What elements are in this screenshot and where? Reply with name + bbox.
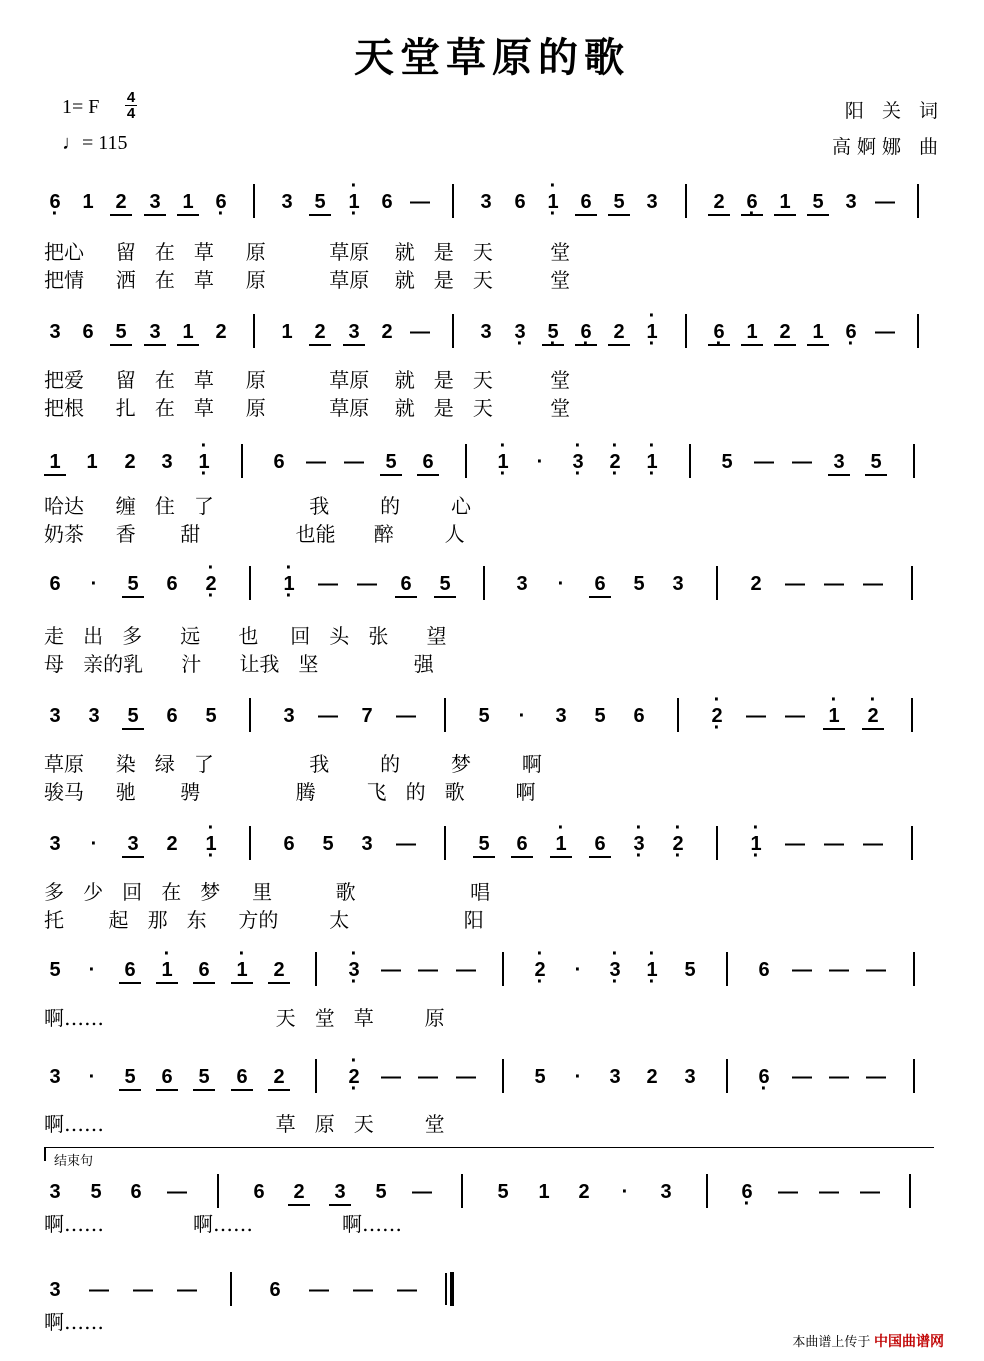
dash-extension: — (396, 833, 416, 855)
note: 6 · (736, 1180, 758, 1204)
dash-extension: — (344, 451, 364, 473)
barline (706, 1174, 708, 1208)
note: · 1 · (641, 320, 663, 344)
note: · 1 (823, 704, 845, 730)
dash-extension: — (863, 573, 883, 595)
barline (911, 566, 913, 600)
ending-label: 结束句 (54, 1153, 94, 1168)
note: 3 (684, 1066, 696, 1088)
song-title: 天堂草原的歌 (354, 34, 630, 81)
note: 3 (845, 191, 857, 213)
note: 6 (417, 450, 439, 476)
note: 3 (609, 1066, 621, 1088)
note: 5 (608, 190, 630, 216)
note: 3 (480, 321, 492, 343)
note: 2 (288, 1180, 310, 1206)
note: 5 (594, 705, 606, 727)
barline (452, 314, 454, 348)
dash-extension: — (418, 1066, 438, 1088)
augmentation-dot: · (574, 959, 582, 981)
dash-extension: — (309, 1279, 329, 1301)
time-sig-top: 4 (126, 89, 136, 106)
note: 6 (283, 833, 295, 855)
augmentation-dot: · (90, 573, 98, 595)
dash-extension: — (133, 1279, 153, 1301)
barline (465, 444, 467, 478)
lyrics-verse-1: 走 出 多 远 也 回 头 张 望 (44, 624, 447, 648)
barline (217, 1174, 219, 1208)
note: · 1 (156, 958, 178, 984)
note: 2 (381, 321, 393, 343)
note: 6 (130, 1181, 142, 1203)
augmentation-dot: · (536, 451, 544, 473)
augmentation-dot: · (88, 959, 96, 981)
note: 6 · (708, 320, 730, 346)
note: 5 (193, 1065, 215, 1091)
lyrics-verse-1: 啊…… 草 原 天 堂 (44, 1112, 445, 1136)
note: 3 (555, 705, 567, 727)
dash-extension: — (866, 959, 886, 981)
note: 1 (82, 191, 94, 213)
lyricist-credit: 阳 关 词 (844, 100, 944, 122)
note: 6 (273, 451, 285, 473)
dash-extension: — (824, 833, 844, 855)
notes-row (44, 1065, 944, 1105)
note: · 3 · (628, 832, 650, 856)
key-signature: 1= F (62, 96, 100, 118)
dash-extension: — (410, 321, 430, 343)
barline (689, 444, 691, 478)
note: 5 (122, 572, 144, 598)
note: 5 (90, 1181, 102, 1203)
barline (677, 698, 679, 732)
ending-bracket-hook (44, 1147, 46, 1161)
note: 2 (166, 833, 178, 855)
dash-extension: — (418, 959, 438, 981)
note: 3 (49, 1066, 61, 1088)
note: · 2 (862, 704, 884, 730)
note: 6 · (575, 320, 597, 346)
dash-extension: — (792, 1066, 812, 1088)
note: 6 (511, 832, 533, 858)
note: 1 (177, 320, 199, 346)
barline (917, 314, 919, 348)
augmentation-dot: · (574, 1066, 582, 1088)
note: 2 (608, 320, 630, 346)
augmentation-dot: · (557, 573, 565, 595)
note: 3 (49, 833, 61, 855)
time-signature (125, 90, 137, 121)
note: 5 · (542, 320, 564, 346)
note: 6 · (840, 320, 862, 344)
barline (241, 444, 243, 478)
note: 6 (395, 572, 417, 598)
note: 6 (269, 1279, 281, 1301)
time-sig-bottom: 4 (126, 105, 136, 122)
dash-extension: — (875, 191, 895, 213)
note: 2 (215, 321, 227, 343)
dash-extension: — (456, 1066, 476, 1088)
note: 5 (684, 959, 696, 981)
barline (315, 952, 317, 986)
dash-extension: — (754, 451, 774, 473)
barline (249, 826, 251, 860)
barline (315, 1059, 317, 1093)
dash-extension: — (381, 1066, 401, 1088)
lyrics-verse-1: 把爱 留 在 草 原 草原 就 是 天 堂 (44, 368, 571, 392)
notes-row (44, 572, 944, 612)
barline (911, 826, 913, 860)
note: 3 (49, 1181, 61, 1203)
dash-extension: — (456, 959, 476, 981)
barline (502, 952, 504, 986)
lyrics-verse-1: 草原 染 绿 了 我 的 梦 啊 (44, 752, 542, 776)
barline (253, 184, 255, 218)
note: · 2 · (343, 1065, 365, 1089)
note: 5 (807, 190, 829, 216)
dash-extension: — (824, 573, 844, 595)
note: 3 (281, 191, 293, 213)
dash-extension: — (396, 705, 416, 727)
note: 3 (672, 573, 684, 595)
note: · 1 · (745, 832, 767, 856)
note: · 1 (550, 832, 572, 858)
upload-footer (792, 1331, 944, 1351)
note: 1 (177, 190, 199, 216)
note: 5 (380, 450, 402, 476)
augmentation-dot: · (518, 705, 526, 727)
note: · 1 (231, 958, 253, 984)
barline (911, 698, 913, 732)
composer-credit: 高婀娜 曲 (831, 136, 944, 158)
note: 3 (660, 1181, 672, 1203)
note: 5 (322, 833, 334, 855)
note: 3 (343, 320, 365, 346)
note: 3 (480, 191, 492, 213)
dash-extension: — (318, 573, 338, 595)
note: 6 · (210, 190, 232, 214)
lyrics-verse-1: 把心 留 在 草 原 草原 就 是 天 堂 (44, 240, 571, 264)
barline (483, 566, 485, 600)
note: 6 (589, 832, 611, 858)
note: 3 (49, 705, 61, 727)
tempo-marking (62, 132, 128, 155)
lyrics-verse-1: 多 少 回 在 梦 里 歌 唱 (44, 880, 491, 904)
note: 3 (283, 705, 295, 727)
dash-extension: — (875, 321, 895, 343)
notes-row (44, 450, 944, 490)
dash-extension: — (785, 573, 805, 595)
note: 1 (86, 451, 98, 473)
lyrics-verse-1: 啊…… (44, 1310, 104, 1334)
note: 6 · (44, 190, 66, 214)
note: 6 (575, 190, 597, 216)
barline (726, 952, 728, 986)
note: · 1 · (200, 832, 222, 856)
note: 5 (375, 1181, 387, 1203)
dash-extension: — (792, 959, 812, 981)
site-logo: 中国曲谱网 (874, 1333, 944, 1349)
note: · 1 · (278, 572, 300, 596)
note: · 3 · (604, 958, 626, 982)
footer-text: 本曲谱上传于 (792, 1334, 871, 1349)
barline (726, 1059, 728, 1093)
note: 6 (758, 959, 770, 981)
note: 2 (124, 451, 136, 473)
note: · 2 · (706, 704, 728, 728)
note: · 1 · (492, 450, 514, 474)
note: 6 (381, 191, 393, 213)
barline (502, 1059, 504, 1093)
note: 2 (309, 320, 331, 346)
dash-extension: — (357, 573, 377, 595)
notes-row (44, 958, 944, 998)
note: 6 (231, 1065, 253, 1091)
note: 6 · (741, 190, 763, 216)
dash-extension: — (863, 833, 883, 855)
note: · 2 · (529, 958, 551, 982)
lyrics-verse-1: 啊…… 啊…… 啊…… (44, 1212, 403, 1236)
note: 5 (473, 832, 495, 858)
note: 5 (534, 1066, 546, 1088)
note: 6 (82, 321, 94, 343)
note: · 2 · (200, 572, 222, 596)
dash-extension: — (829, 959, 849, 981)
note: 3 (828, 450, 850, 476)
note: 3 (161, 451, 173, 473)
lyrics-verse-2: 托 起 那 东 方的 太 阳 (44, 908, 484, 932)
notes-row (44, 704, 944, 744)
dash-extension: — (746, 705, 766, 727)
note: 3 (49, 321, 61, 343)
note: 5 (633, 573, 645, 595)
note: 5 (205, 705, 217, 727)
barline (452, 184, 454, 218)
lyrics-verse-2: 骏马 驰 骋 腾 飞 的 歌 啊 (44, 780, 536, 804)
note: 1 (44, 450, 66, 476)
dash-extension: — (785, 833, 805, 855)
notes-row (44, 190, 944, 230)
barline (685, 184, 687, 218)
dash-extension: — (381, 959, 401, 981)
note: 3 (516, 573, 528, 595)
dash-extension: — (318, 705, 338, 727)
dash-extension: — (177, 1279, 197, 1301)
barline (450, 1272, 454, 1306)
note: · 2 · (667, 832, 689, 856)
note: 6 (156, 1065, 178, 1091)
dash-extension: — (785, 705, 805, 727)
note: 7 (361, 705, 373, 727)
lyrics-verse-2: 把根 扎 在 草 原 草原 就 是 天 堂 (44, 396, 571, 420)
dash-extension: — (792, 451, 812, 473)
note: 3 (646, 191, 658, 213)
lyrics-verse-2: 把情 洒 在 草 原 草原 就 是 天 堂 (44, 268, 571, 292)
dash-extension: — (397, 1279, 417, 1301)
dash-extension: — (778, 1181, 798, 1203)
note: 5 (721, 451, 733, 473)
note: · 1 · (542, 190, 564, 214)
dash-extension: — (819, 1181, 839, 1203)
note: 3 (361, 833, 373, 855)
dash-extension: — (353, 1279, 373, 1301)
note: 3 (122, 832, 144, 858)
note: 2 (268, 958, 290, 984)
barline (913, 444, 915, 478)
note: 5 (434, 572, 456, 598)
note: 5 (110, 320, 132, 346)
lyrics-verse-1: 哈达 缠 住 了 我 的 心 (44, 494, 472, 518)
note: 6 (166, 573, 178, 595)
notes-row (44, 320, 944, 360)
note: 3 (329, 1180, 351, 1206)
augmentation-dot: · (621, 1181, 629, 1203)
note: 3 (88, 705, 100, 727)
note: · 3 · (567, 450, 589, 474)
note: 6 (166, 705, 178, 727)
note: 5 (478, 705, 490, 727)
note: · 1 · (193, 450, 215, 474)
note: 3 · (509, 320, 531, 344)
dash-extension: — (89, 1279, 109, 1301)
note: 6 (119, 958, 141, 984)
barline (230, 1272, 232, 1306)
barline (913, 1059, 915, 1093)
note: 2 (578, 1181, 590, 1203)
notes-row (44, 832, 944, 872)
barline (253, 314, 255, 348)
barline (444, 698, 446, 732)
barline (249, 566, 251, 600)
note: 2 (708, 190, 730, 216)
note: 1 (538, 1181, 550, 1203)
barline (461, 1174, 463, 1208)
lyrics-verse-2: 母 亲的乳 汁 让我 坚 强 (44, 652, 434, 676)
note: 6 (633, 705, 645, 727)
lyrics-verse-2: 奶茶 香 甜 也能 醉 人 (44, 522, 465, 546)
note: · 1 · (641, 450, 663, 474)
dash-extension: — (412, 1181, 432, 1203)
dash-extension: — (866, 1066, 886, 1088)
note: 3 (144, 320, 166, 346)
barline (909, 1174, 911, 1208)
note: 1 (281, 321, 293, 343)
note: · 2 · (604, 450, 626, 474)
dash-extension: — (410, 191, 430, 213)
note: 1 (741, 320, 763, 346)
note: 6 (193, 958, 215, 984)
note: 2 (110, 190, 132, 216)
dash-extension: — (860, 1181, 880, 1203)
tempo-value: = 115 (82, 132, 128, 154)
note: 1 (807, 320, 829, 346)
barline (913, 952, 915, 986)
note: · 3 · (343, 958, 365, 982)
note: 3 (49, 1279, 61, 1301)
barline (716, 566, 718, 600)
note: 6 (49, 573, 61, 595)
barline (444, 826, 446, 860)
augmentation-dot: · (90, 833, 98, 855)
note: · 1 · (641, 958, 663, 982)
dash-extension: — (167, 1181, 187, 1203)
note: 2 (646, 1066, 658, 1088)
note: 5 (49, 959, 61, 981)
augmentation-dot: · (88, 1066, 96, 1088)
dash-extension: — (306, 451, 326, 473)
note: 6 · (753, 1065, 775, 1089)
note: 1 (774, 190, 796, 216)
barline (685, 314, 687, 348)
ending-bracket-line (44, 1147, 934, 1148)
note: 5 (309, 190, 331, 216)
note: 5 (122, 704, 144, 730)
note: 6 (589, 572, 611, 598)
note: 6 (514, 191, 526, 213)
quarter-note-icon: ♩ (62, 132, 82, 154)
note: 2 (774, 320, 796, 346)
barline (917, 184, 919, 218)
barline (249, 698, 251, 732)
barline (716, 826, 718, 860)
note: · 1 · (343, 190, 365, 214)
note: 5 (497, 1181, 509, 1203)
note: 3 (144, 190, 166, 216)
dash-extension: — (829, 1066, 849, 1088)
note: 5 (865, 450, 887, 476)
note: 5 (119, 1065, 141, 1091)
lyrics-verse-1: 啊…… 天 堂 草 原 (44, 1006, 445, 1030)
note: 6 (253, 1181, 265, 1203)
note: 2 (268, 1065, 290, 1091)
note: 2 (750, 573, 762, 595)
